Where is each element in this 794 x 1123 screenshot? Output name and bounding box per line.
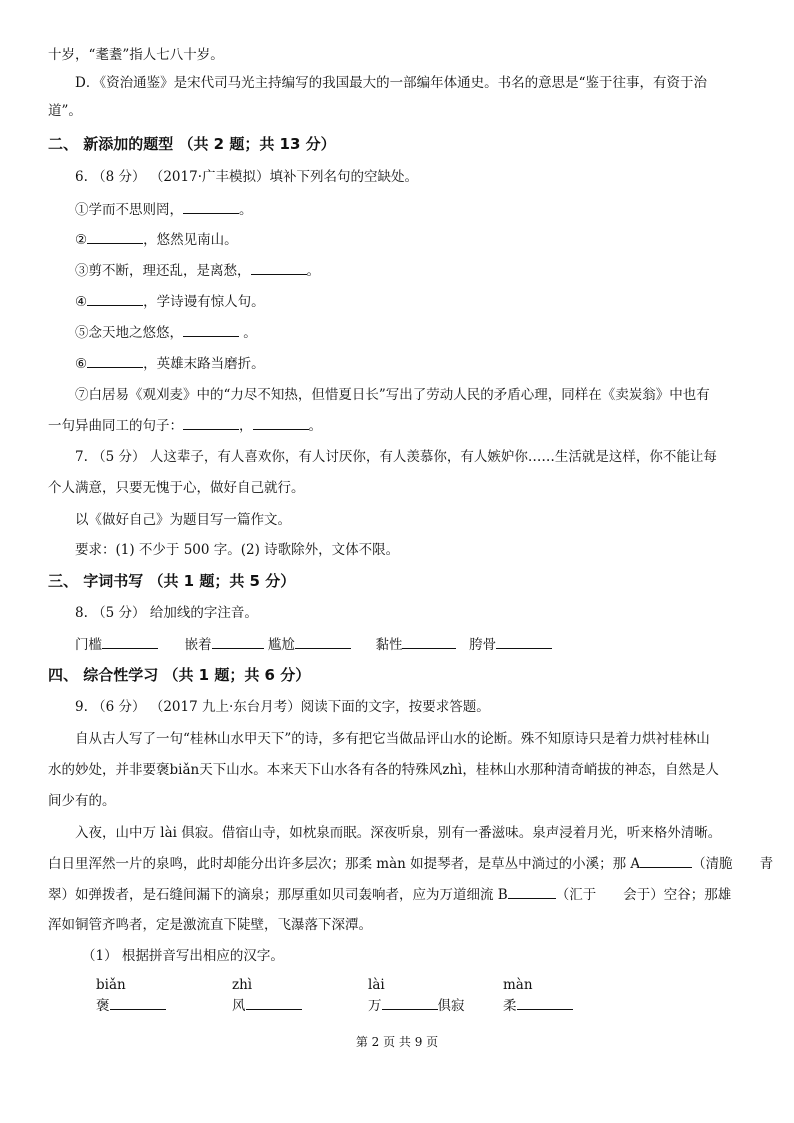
word-list [75, 634, 552, 655]
sub-question: （1） 根据拼音写出相应的汉字。 [82, 948, 284, 964]
passage-line [48, 853, 773, 874]
pinyin-label: màn [503, 977, 533, 993]
fill-item-post: ，英雄末路当磨折。 [143, 356, 265, 372]
pinyin-prefix: 褒 [96, 998, 110, 1014]
choice-text: （汇于 会于）空谷；那雄 [555, 887, 732, 903]
question-stem: 9. （6 分） （2017 九上·东台月考）阅读下面的文字，按要求答题。 [75, 699, 490, 715]
separator: ， [239, 418, 253, 434]
fill-item [75, 353, 265, 374]
word: 嵌着 [184, 637, 212, 653]
pinyin-prefix: 风 [232, 998, 246, 1014]
pinyin-item [96, 975, 166, 1016]
fill-item-pre: ⑥ [75, 356, 88, 372]
answer-blank[interactable] [295, 634, 351, 649]
text-line: 十岁，“耄耋”指人七八十岁。 [48, 47, 224, 63]
fill-item-7-line: ⑦白居易《观刈麦》中的“力尽不知热，但惜夏日长”写出了劳动人民的矛盾心理，同样在《卖炭翁》中也有 [75, 387, 710, 403]
passage-line [48, 884, 731, 905]
fill-item-pre: ② [75, 232, 88, 248]
question-stem: 8. （5 分） 给加线的字注音。 [75, 605, 258, 621]
fill-item-post: 。 [239, 202, 253, 218]
question-text: 以《做好自己》为题目写一篇作文。 [75, 512, 291, 528]
fill-item-post: 。 [308, 418, 322, 434]
answer-blank[interactable] [87, 353, 143, 368]
page-number: 第 2 页 共 9 页 [355, 1035, 439, 1049]
pinyin-label: lài [368, 977, 385, 993]
fill-item [75, 199, 253, 220]
fill-item-post: ，学诗谩有惊人句。 [143, 294, 265, 310]
word: 门槛 [75, 637, 102, 653]
fill-item [75, 260, 320, 281]
word: 胯骨 [469, 637, 497, 653]
fill-item-post: 。 [306, 263, 320, 279]
passage-text: 白日里浑然一片的泉鸣，此时却能分出许多层次；那柔 màn 如提琴者，是草丛中淌过的小溪；那 A [48, 856, 641, 872]
option-d-line: D．《资治通鉴》是宋代司马光主持编写的我国最大的一部编年体通史。书名的意思是“鉴于往事，有资于治 [75, 75, 707, 91]
answer-blank[interactable] [517, 995, 573, 1010]
fill-item-post: 。 [239, 325, 257, 341]
pinyin-prefix: 万 [368, 998, 382, 1014]
fill-item [75, 229, 238, 250]
choice-text: （清脆 青 [692, 856, 774, 872]
question-stem: 6. （8 分） （2017·广丰模拟）填补下列名句的空缺处。 [75, 169, 418, 185]
answer-blank[interactable] [183, 322, 239, 337]
pinyin-suffix: 俱寂 [437, 998, 465, 1014]
fill-item-pre: ③剪不断，理还乱，是离愁， [75, 263, 251, 279]
pinyin-item [232, 975, 302, 1016]
fill-item [48, 415, 322, 436]
answer-blank[interactable] [253, 415, 309, 430]
passage-line: 浑如铜管齐鸣者，定是激流直下陡壁，飞瀑落下深潭。 [48, 917, 372, 933]
answer-blank[interactable] [382, 995, 438, 1010]
passage-line: 间少有的。 [48, 793, 116, 809]
option-d-line: 道”。 [48, 103, 82, 119]
fill-item-pre: 一句异曲同工的句子： [48, 418, 183, 434]
answer-blank[interactable] [183, 199, 239, 214]
answer-blank[interactable] [212, 634, 264, 649]
answer-blank[interactable] [102, 634, 158, 649]
fill-item [75, 291, 265, 312]
answer-blank[interactable] [110, 995, 166, 1010]
passage-line: 自从古人写了一句“桂林山水甲天下”的诗，多有把它当做品评山水的论断。殊不知原诗只是着力烘衬桂林山 [75, 731, 710, 747]
question-stem: 7. （5 分） 人这辈子，有人喜欢你，有人讨厌你，有人羡慕你，有人嫉妒你……生活就是这样，你不能让每 [75, 449, 717, 465]
section-heading: 二、 新添加的题型 （共 2 题；共 13 分） [48, 135, 336, 153]
word: 尴尬 [267, 637, 295, 653]
answer-blank[interactable] [183, 415, 239, 430]
answer-blank[interactable] [246, 995, 302, 1010]
pinyin-prefix: 柔 [503, 998, 517, 1014]
question-text: 要求：(1) 不少于 500 字。(2) 诗歌除外，文体不限。 [75, 542, 400, 558]
answer-blank[interactable] [402, 634, 456, 649]
passage-line: 水的妙处，并非要褒biǎn天下山水。本来天下山水各有各的特殊风zhì，桂林山水那种清奇峭拔的神态，自然是人 [48, 762, 719, 778]
pinyin-label: biǎn [96, 977, 126, 993]
answer-blank[interactable] [251, 260, 307, 275]
fill-item-pre: ④ [75, 294, 88, 310]
word: 黏性 [375, 637, 403, 653]
question-text: 个人满意，只要无愧于心，做好自己就行。 [48, 480, 305, 496]
fill-item-post: ，悠然见南山。 [143, 232, 238, 248]
pinyin-label: zhì [232, 977, 253, 993]
answer-blank[interactable] [496, 634, 552, 649]
answer-blank-b[interactable] [508, 884, 556, 899]
fill-item-pre: ①学而不思则罔， [75, 202, 183, 218]
pinyin-item [368, 975, 465, 1016]
pinyin-item [503, 975, 573, 1016]
fill-item [75, 322, 257, 343]
answer-blank[interactable] [87, 291, 143, 306]
section-heading: 四、 综合性学习 （共 1 题；共 6 分） [48, 666, 311, 684]
answer-blank[interactable] [87, 229, 143, 244]
passage-text: 翠）如弹拨者，是石缝间漏下的滴泉；那厚重如贝司轰响者，应为万道细流 B [48, 887, 508, 903]
passage-line: 入夜，山中万 lài 俱寂。借宿山寺，如枕泉而眠。深夜听泉，别有一番滋味。泉声浸着月光，听来格外清晰。 [75, 825, 722, 841]
fill-item-pre: ⑤念天地之悠悠， [75, 325, 183, 341]
section-heading: 三、 字词书写 （共 1 题；共 5 分） [48, 572, 296, 590]
answer-blank-a[interactable] [640, 853, 692, 868]
